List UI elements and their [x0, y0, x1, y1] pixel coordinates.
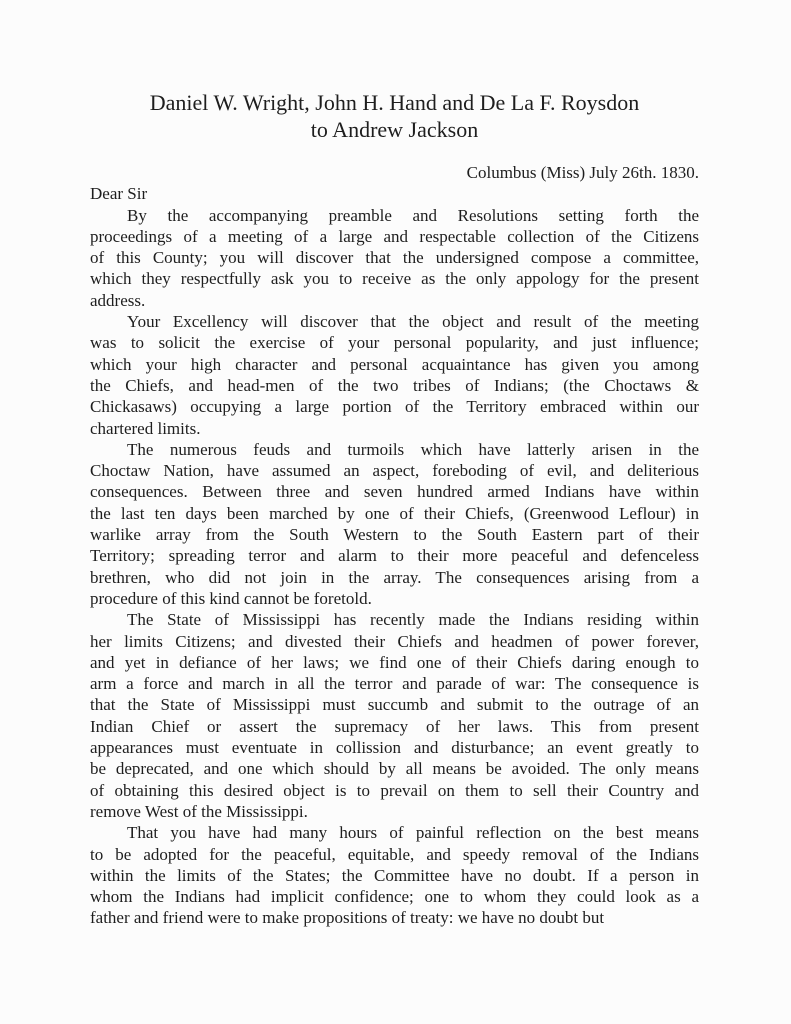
- title-line-1: Daniel W. Wright, John H. Hand and De La F. Roysdon: [149, 90, 640, 115]
- text-line: which your high character and personal acquaintance has given you among: [90, 354, 699, 374]
- text-line: and yet in defiance of her laws; we find one of their Chiefs daring enough to: [90, 652, 699, 672]
- text-line: The numerous feuds and turmoils which have latterly arisen in the: [127, 439, 699, 459]
- text-line: address.: [90, 290, 146, 310]
- text-line: whom the Indians had implicit confidence; one to whom they could look as a: [90, 887, 699, 907]
- text-line: proceedings of a meeting of a large and respectable collection of the Citizens: [90, 226, 699, 246]
- text-line: of this County; you will discover that the undersigned compose a committee,: [90, 248, 699, 268]
- letter-body: [90, 162, 699, 929]
- letter-title: [90, 89, 699, 143]
- text-line: remove West of the Mississippi.: [90, 801, 308, 821]
- dateline: Columbus (Miss) July 26th. 1830.: [466, 163, 699, 182]
- text-line: the Chiefs, and head-men of the two tribes of Indians; (the Choctaws &: [90, 375, 699, 395]
- text-line: that the State of Mississippi must succumb and submit to the outrage of an: [90, 695, 699, 715]
- text-line: warlike array from the South Western to the South Eastern part of their: [90, 525, 699, 545]
- paragraph: [90, 822, 699, 928]
- text-line: Your Excellency will discover that the object and result of the meeting: [127, 312, 699, 332]
- text-line: the last ten days been marched by one of their Chiefs, (Greenwood Leflour) in: [90, 503, 699, 523]
- text-line: her limits Citizens; and divested their Chiefs and headmen of power forever,: [90, 631, 699, 651]
- text-line: brethren, who did not join in the array. The consequences arising from a: [90, 567, 699, 587]
- text-line: be deprecated, and one which should by all means be avoided. The only means: [90, 759, 699, 779]
- text-line: was to solicit the exercise of your personal popularity, and just influence;: [90, 333, 699, 353]
- text-line: procedure of this kind cannot be foretold.: [90, 588, 372, 608]
- text-line: to be adopted for the peaceful, equitable, and speedy removal of the Indians: [90, 844, 699, 864]
- text-line: consequences. Between three and seven hundred armed Indians have within: [90, 482, 699, 502]
- text-line: Indian Chief or assert the supremacy of her laws. This from present: [90, 716, 699, 736]
- text-line: Territory; spreading terror and alarm to their more peaceful and defenceless: [90, 546, 699, 566]
- text-line: Chickasaws) occupying a large portion of the Territory embraced within our: [90, 397, 699, 417]
- title-line-2: to Andrew Jackson: [310, 117, 479, 142]
- paragraph: [90, 439, 699, 609]
- text-line: arm a force and march in all the terror and parade of war: The consequence is: [90, 674, 699, 694]
- text-line: which they respectfully ask you to receive as the only appology for the present: [90, 269, 699, 289]
- salutation: Dear Sir: [90, 184, 148, 204]
- paragraph: [90, 311, 699, 439]
- text-line: of obtaining this desired object is to prevail on them to sell their Country and: [90, 780, 699, 800]
- text-line: By the accompanying preamble and Resolutions setting forth the: [127, 205, 699, 225]
- paragraph: [90, 609, 699, 822]
- paragraph: [90, 205, 699, 311]
- text-line: appearances must eventuate in collission and disturbance; an event greatly to: [90, 738, 699, 758]
- text-line: The State of Mississippi has recently made the Indians residing within: [127, 610, 699, 630]
- text-line: chartered limits.: [90, 418, 201, 438]
- text-line: father and friend were to make propositions of treaty: we have no doubt but: [90, 908, 605, 928]
- text-line: within the limits of the States; the Committee have no doubt. If a person in: [90, 865, 699, 885]
- text-line: That you have had many hours of painful reflection on the best means: [127, 823, 699, 843]
- text-line: Choctaw Nation, have assumed an aspect, foreboding of evil, and deliterious: [90, 461, 699, 481]
- letter-paragraphs: [90, 205, 699, 929]
